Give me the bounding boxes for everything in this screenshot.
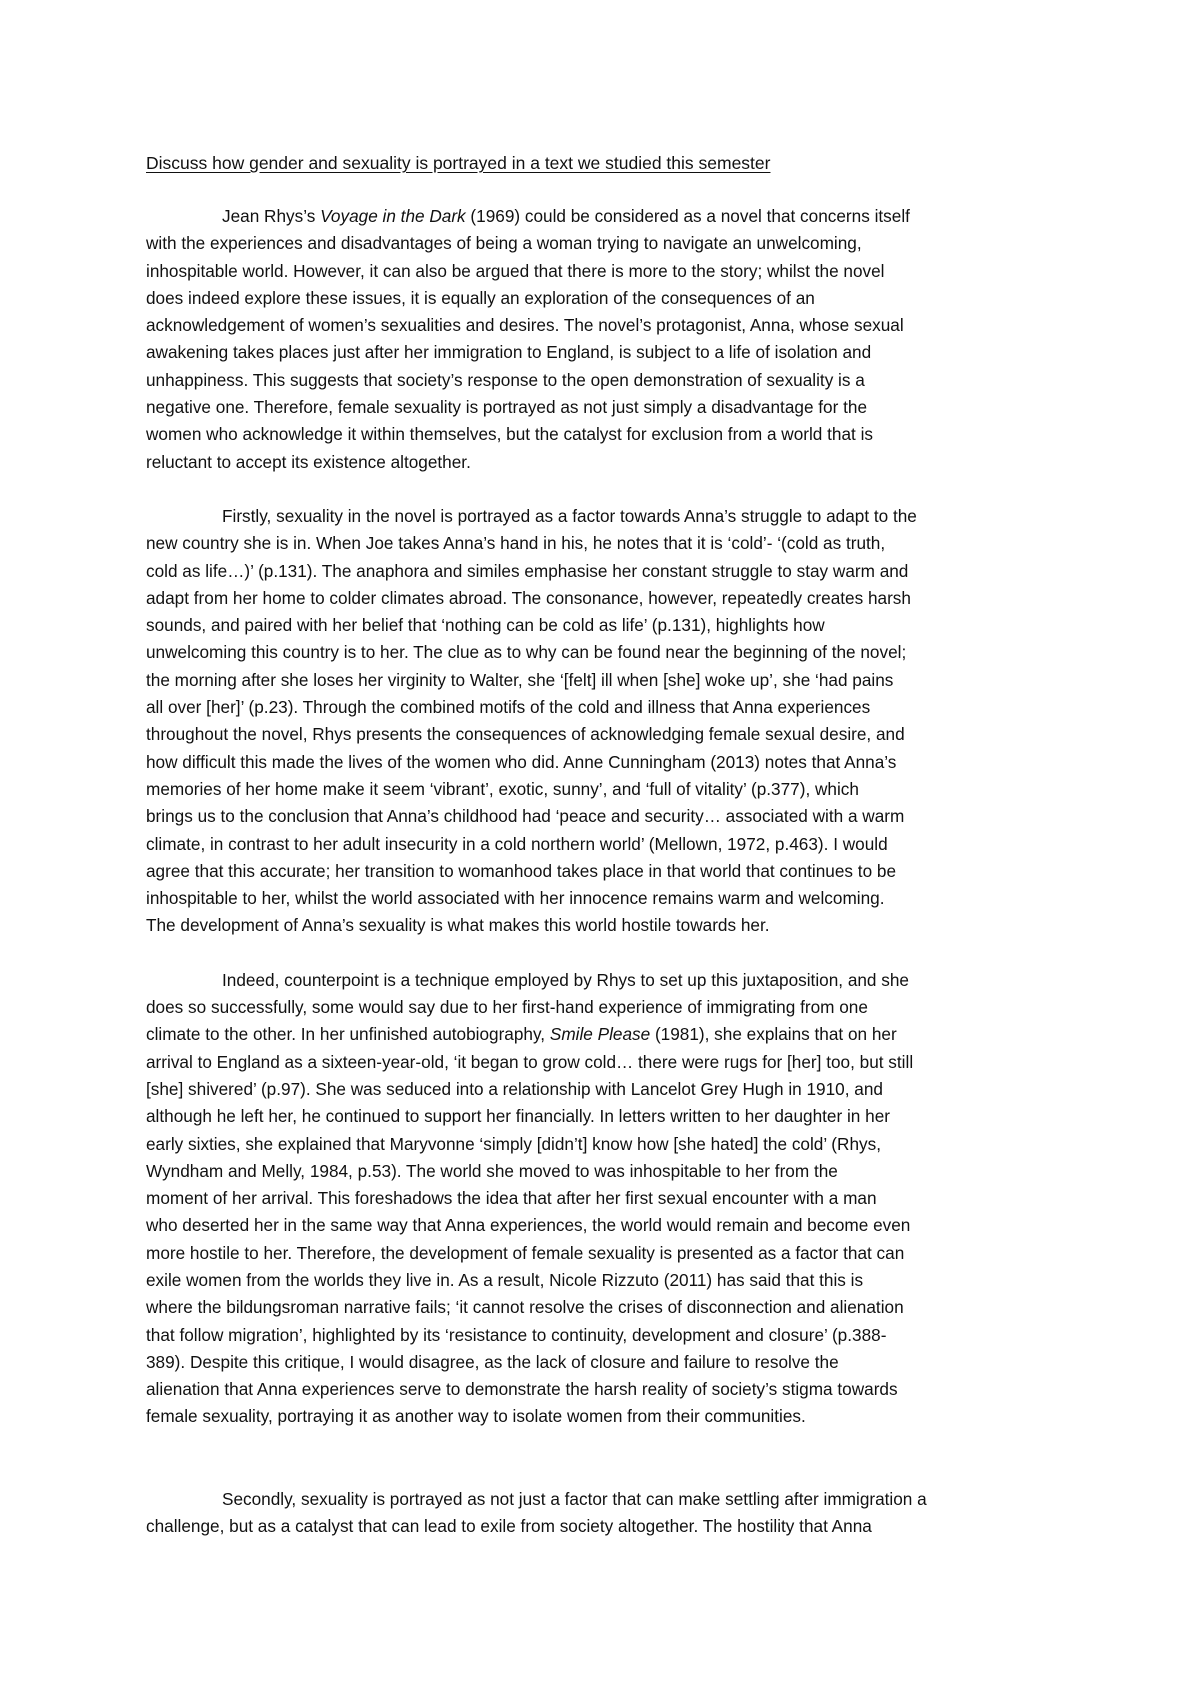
text-segment: unwelcoming this country is to her. The clue as to why can be found near the beginning of the novel;: [146, 642, 907, 663]
text-segment: (1981), she explains that on her: [650, 1024, 897, 1045]
essay-title: Discuss how gender and sexuality is portrayed in a text we studied this semester: [146, 153, 771, 173]
text-segment: negative one. Therefore, female sexuality is portrayed as not just simply a disadvantage for the: [146, 397, 868, 418]
text-segment: unhappiness. This suggests that society’s response to the open demonstration of sexuality is a: [146, 369, 865, 390]
text-line: [146, 1131, 1061, 1158]
text-line: [146, 503, 1061, 530]
text-segment: (1969) could be considered as a novel that concerns itself: [465, 206, 910, 226]
text-segment: sounds, and paired with her belief that ‘nothing can be cold as life’ (p.131), highlights how: [146, 615, 825, 636]
text-segment: more hostile to her. Therefore, the development of female sexuality is presented as a factor that can: [146, 1242, 905, 1263]
text-line: [146, 1049, 1061, 1076]
text-segment: arrival to England as a sixteen-year-old, ‘it began to grow cold… there were rugs for [her] too, but still: [146, 1051, 914, 1072]
text-segment: agree that this accurate; her transition to womanhood takes place in that world that continues to be: [146, 860, 897, 881]
text-line: [146, 1267, 1061, 1294]
text-line: [146, 1076, 1061, 1103]
text-segment: how difficult this made the lives of the women who did. Anne Cunningham (2013) notes that Anna’s: [146, 751, 897, 772]
text-line: [146, 831, 1061, 858]
text-line: [146, 1021, 1061, 1048]
text-segment: does indeed explore these issues, it is equally an exploration of the consequences of an: [146, 287, 815, 308]
text-segment: alienation that Anna experiences serve to demonstrate the harsh reality of society’s stigma towards: [146, 1379, 898, 1400]
text-segment: reluctant to accept its existence altogether.: [146, 451, 471, 472]
text-segment: challenge, but as a catalyst that can lead to exile from society altogether. The hostility that Anna: [146, 1516, 872, 1537]
text-line: [146, 1240, 1061, 1267]
text-line: [146, 694, 1061, 721]
text-line: [146, 1403, 1061, 1430]
text-segment: climate, in contrast to her adult insecurity in a cold northern world’ (Mellown, 1972, p.463). I would: [146, 833, 888, 854]
text-line: [146, 667, 1061, 694]
text-line: [146, 1513, 1061, 1540]
text-segment: inhospitable to her, whilst the world associated with her innocence remains warm and welcoming.: [146, 888, 885, 909]
text-line: [146, 203, 1061, 230]
text-line: [146, 421, 1061, 448]
text-segment: Firstly, sexuality in the novel is portrayed as a factor towards Anna’s struggle to adapt to the: [222, 505, 917, 526]
text-line: [146, 967, 1061, 994]
text-line: [146, 612, 1061, 639]
text-segment: Indeed, counterpoint is a technique employed by Rhys to set up this juxtaposition, and she: [222, 969, 909, 990]
text-segment: the morning after she loses her virginity to Walter, she ‘[felt] ill when [she] woke up’, she ‘had pains: [146, 669, 894, 690]
text-line: [146, 367, 1061, 394]
text-line: [146, 1212, 1061, 1239]
text-segment: new country she is in. When Joe takes Anna’s hand in his, he notes that it is ‘cold’- ‘(cold as truth,: [146, 533, 886, 554]
text-line: [146, 449, 1061, 476]
text-line: [146, 1322, 1061, 1349]
text-line: [146, 721, 1061, 748]
text-line: [146, 530, 1061, 557]
text-line: [146, 558, 1061, 585]
text-segment: The development of Anna’s sexuality is what makes this world hostile towards her.: [146, 915, 770, 936]
text-segment: cold as life…)’ (p.131). The anaphora and similes emphasise her constant struggle to stay warm and: [146, 560, 909, 581]
text-segment: climate to the other. In her unfinished autobiography,: [146, 1024, 550, 1045]
text-segment: adapt from her home to colder climates abroad. The consonance, however, repeatedly creates harsh: [146, 587, 911, 608]
text-segment: Secondly, sexuality is portrayed as not just a factor that can make settling after immigration a: [222, 1488, 927, 1509]
text-segment: [she] shivered’ (p.97). She was seduced into a relationship with Lancelot Grey Hugh in 1910, and: [146, 1078, 883, 1099]
text-line: [146, 1486, 1061, 1513]
text-line: [146, 1376, 1061, 1403]
text-segment: throughout the novel, Rhys presents the consequences of acknowledging female sexual desire, and: [146, 724, 905, 745]
text-segment: with the experiences and disadvantages of being a woman trying to navigate an unwelcoming,: [146, 233, 862, 254]
text-segment: although he left her, he continued to support her financially. In letters written to her daughter in her: [146, 1106, 890, 1127]
text-line: [146, 585, 1061, 612]
paragraph: [146, 503, 1061, 940]
text-segment: brings us to the conclusion that Anna’s childhood had ‘peace and security… associated with a warm: [146, 806, 905, 827]
paragraph-list: [146, 203, 1061, 1540]
paragraph: [146, 1486, 1061, 1541]
text-line: [146, 339, 1061, 366]
text-line: [146, 912, 1061, 939]
text-line: [146, 394, 1061, 421]
text-line: [146, 1294, 1061, 1321]
italic-title-text: Smile Please: [549, 1024, 651, 1045]
document-body: [146, 150, 1061, 1567]
text-line: [146, 1158, 1061, 1185]
text-segment: female sexuality, portraying it as another way to isolate women from their communities.: [146, 1406, 806, 1427]
text-line: [146, 285, 1061, 312]
paragraph: [146, 967, 1061, 1431]
text-segment: awakening takes places just after her immigration to England, is subject to a life of isolation and: [146, 342, 872, 363]
text-segment: early sixties, she explained that Maryvonne ‘simply [didn’t] know how [she hated] the cold’ (Rhys,: [146, 1133, 881, 1154]
text-segment: Jean Rhys’s: [222, 206, 321, 226]
paragraph: [146, 203, 1061, 476]
italic-title-text: Voyage in the Dark: [320, 206, 466, 226]
text-segment: all over [her]’ (p.23). Through the combined motifs of the cold and illness that Anna experiences: [146, 697, 871, 718]
text-segment: does so successfully, some would say due to her first-hand experience of immigrating from one: [146, 997, 868, 1018]
text-line: [146, 885, 1061, 912]
text-segment: exile women from the worlds they live in. As a result, Nicole Rizzuto (2011) has said that this is: [146, 1269, 864, 1290]
text-line: [146, 1103, 1061, 1130]
text-line: [146, 639, 1061, 666]
text-line: [146, 1349, 1061, 1376]
text-segment: 389). Despite this critique, I would disagree, as the lack of closure and failure to resolve the: [146, 1351, 839, 1372]
text-line: [146, 1185, 1061, 1212]
text-line: [146, 776, 1061, 803]
text-line: [146, 230, 1061, 257]
text-line: [146, 258, 1061, 285]
text-line: [146, 803, 1061, 830]
text-segment: memories of her home make it seem ‘vibrant’, exotic, sunny’, and ‘full of vitality’ (p.377), which: [146, 778, 859, 799]
text-segment: Wyndham and Melly, 1984, p.53). The world she moved to was inhospitable to her from the: [146, 1160, 838, 1181]
text-segment: acknowledgement of women’s sexualities and desires. The novel’s protagonist, Anna, whose sexual: [146, 315, 904, 336]
text-segment: inhospitable world. However, it can also be argued that there is more to the story; whilst the novel: [146, 260, 885, 281]
text-line: [146, 858, 1061, 885]
text-line: [146, 994, 1061, 1021]
text-segment: where the bildungsroman narrative fails; ‘it cannot resolve the crises of disconnection and alienation: [146, 1297, 904, 1318]
text-line: [146, 312, 1061, 339]
text-segment: moment of her arrival. This foreshadows the idea that after her first sexual encounter with a man: [146, 1188, 877, 1209]
text-line: [146, 749, 1061, 776]
text-segment: who deserted her in the same way that Anna experiences, the world would remain and become even: [146, 1215, 911, 1236]
text-segment: women who acknowledge it within themselves, but the catalyst for exclusion from a world that is: [146, 424, 873, 445]
text-segment: that follow migration’, highlighted by its ‘resistance to continuity, development and closure’ (p.388-: [146, 1324, 887, 1345]
